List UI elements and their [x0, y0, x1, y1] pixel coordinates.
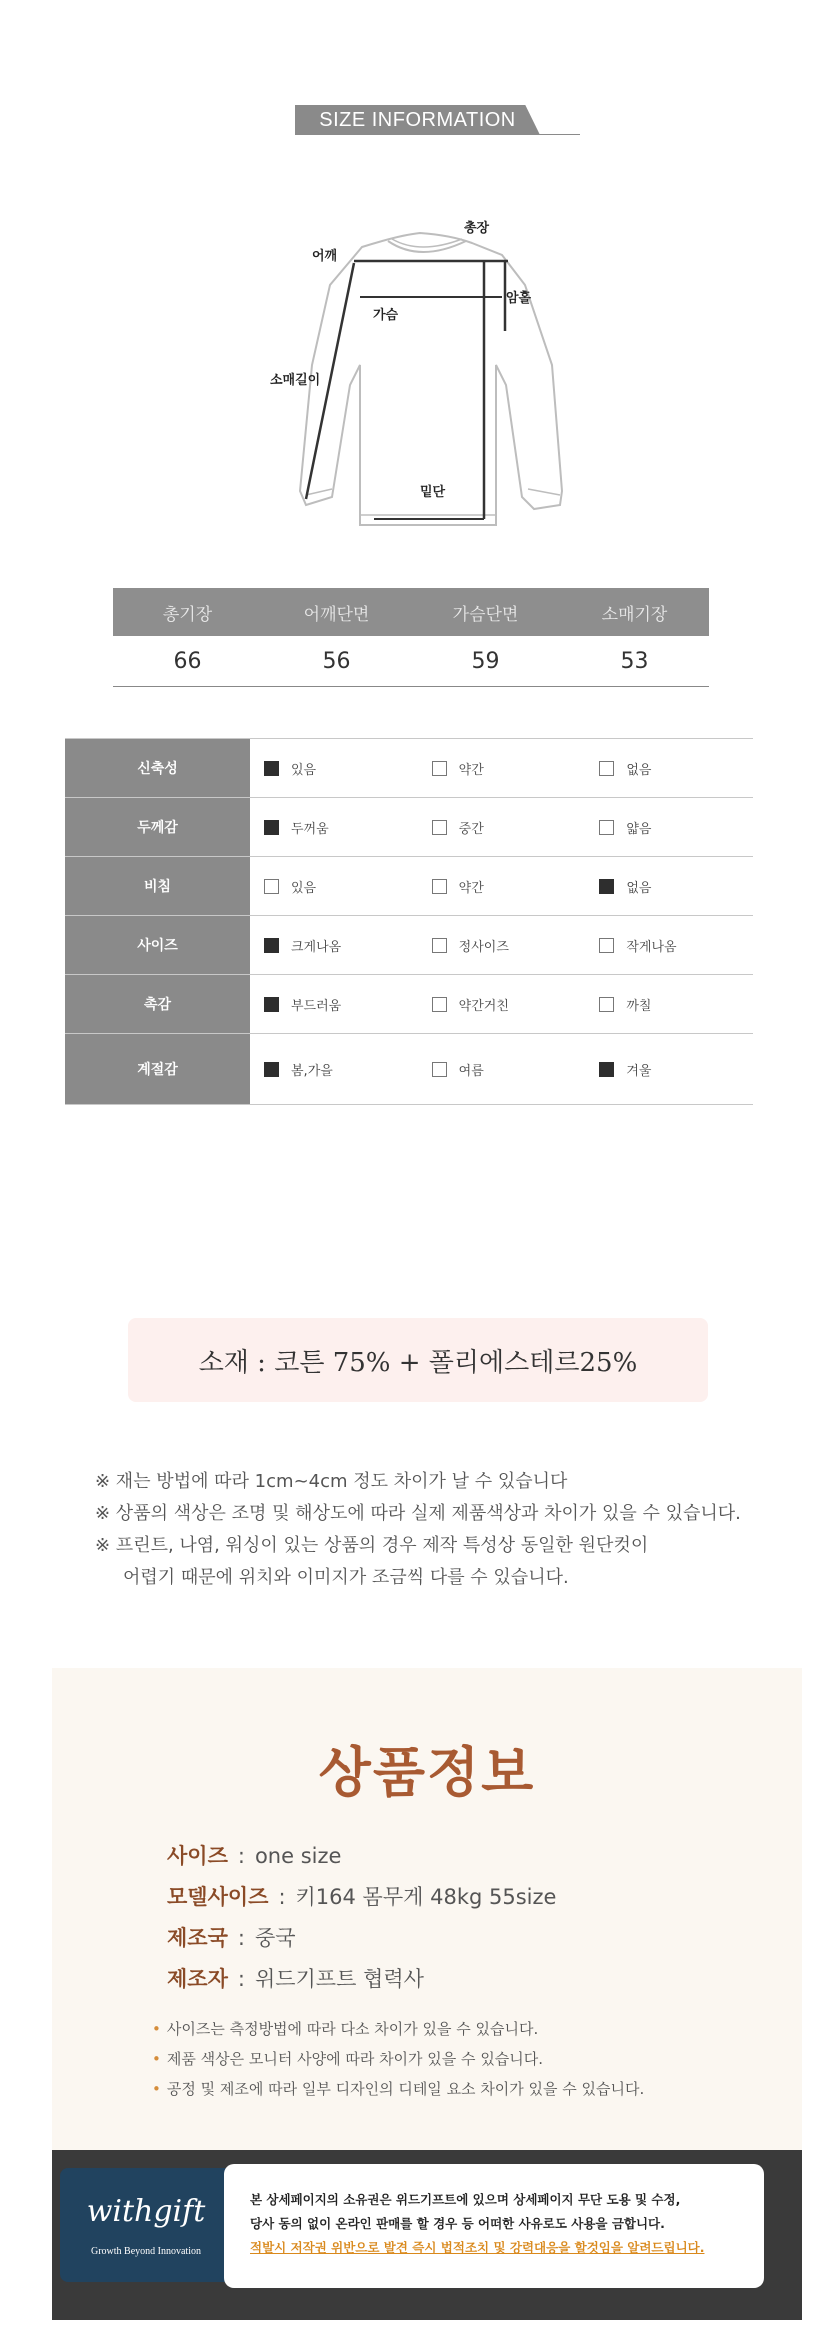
size-header-cell: 어깨단면	[262, 588, 411, 636]
feature-option	[418, 1034, 586, 1104]
info-value: 키164 몸무게 48kg 55size	[295, 1885, 557, 1909]
separator: :	[237, 1967, 245, 1991]
copyright-footer	[52, 2150, 802, 2320]
diagram-label-armhole: 암홀	[506, 291, 532, 306]
note-line: ※ 상품의 색상은 조명 및 해상도에 따라 실제 제품색상과 차이가 있을 수 있습니다.	[95, 1503, 741, 1524]
separator: :	[237, 1926, 245, 1950]
material-box	[128, 1318, 708, 1402]
feature-option	[418, 798, 586, 856]
feature-option	[250, 1034, 418, 1104]
option-label: 없음	[626, 762, 652, 778]
note-line: ※ 프린트, 나염, 워싱이 있는 상품의 경우 제작 특성상 동일한 원단컷이	[95, 1535, 649, 1556]
option-label: 두꺼움	[291, 821, 329, 837]
feature-option	[585, 916, 753, 974]
option-label: 정사이즈	[458, 939, 509, 955]
product-info-row	[167, 1877, 556, 1918]
bullet-icon: •	[152, 2080, 161, 2098]
feature-option	[585, 1034, 753, 1104]
info-value: 위드기프트 협력사	[254, 1967, 424, 1991]
info-note-text: 제품 색상은 모니터 사양에 따라 차이가 있을 수 있습니다.	[166, 2050, 544, 2068]
feature-option	[418, 916, 586, 974]
feature-option	[250, 798, 418, 856]
product-info-notes	[152, 2014, 644, 2104]
feature-option	[585, 975, 753, 1033]
diagram-label-sleeve: 소매길이	[270, 373, 321, 388]
checkbox-icon	[264, 938, 279, 953]
feature-option	[418, 857, 586, 915]
copyright-line: 본 상세페이지의 소유권은 위드기프트에 있으며 상세페이지 무단 도용 및 수정,	[250, 2192, 681, 2207]
option-label: 중간	[458, 821, 484, 837]
size-header-cell: 소매기장	[560, 588, 709, 636]
feature-option	[585, 739, 753, 797]
size-table-row	[113, 636, 709, 687]
option-label: 약간거친	[458, 998, 509, 1014]
bullet-icon: •	[152, 2050, 161, 2068]
logo-tagline: Growth Beyond Innovation	[91, 2246, 201, 2257]
feature-label: 사이즈	[65, 916, 250, 974]
option-label: 약간	[458, 762, 484, 778]
info-note-text: 공정 및 제조에 따라 일부 디자인의 디테일 요소 차이가 있을 수 있습니다.	[166, 2080, 645, 2098]
feature-row-stretch	[65, 738, 753, 798]
product-info-rows	[167, 1836, 556, 2000]
diagram-label-total-length: 총장	[464, 221, 490, 236]
feature-row-size	[65, 916, 753, 975]
size-table	[113, 588, 709, 687]
checkbox-icon	[432, 938, 447, 953]
feature-row-texture	[65, 975, 753, 1034]
product-info-row	[167, 1836, 556, 1877]
size-value-cell: 53	[560, 636, 709, 687]
checkbox-icon	[264, 879, 279, 894]
checkbox-icon	[599, 1062, 614, 1077]
product-info-title: 상품정보	[318, 1741, 536, 1804]
separator: :	[278, 1885, 286, 1909]
feature-option	[250, 739, 418, 797]
checkbox-icon	[599, 938, 614, 953]
info-value: 중국	[254, 1926, 296, 1950]
diagram-label-shoulder: 어깨	[312, 249, 338, 264]
info-key: 사이즈	[167, 1844, 228, 1868]
size-value-cell: 66	[113, 636, 262, 687]
option-label: 봄,가을	[291, 1063, 333, 1079]
feature-option	[250, 857, 418, 915]
feature-label: 신축성	[65, 739, 250, 797]
option-label: 있음	[291, 880, 317, 896]
diagram-label-hem: 밑단	[420, 485, 446, 500]
note-line: 어렵기 때문에 위치와 이미지가 조금씩 다를 수 있습니다.	[123, 1567, 569, 1588]
option-label: 없음	[626, 880, 652, 896]
checkbox-icon	[432, 761, 447, 776]
garment-diagram	[270, 205, 570, 535]
checkbox-icon	[432, 820, 447, 835]
copyright-text	[250, 2188, 704, 2260]
option-label: 있음	[291, 762, 317, 778]
info-note	[152, 2014, 644, 2044]
option-label: 겨울	[626, 1063, 652, 1079]
option-label: 얇음	[626, 821, 652, 837]
bullet-icon: •	[152, 2020, 161, 2038]
feature-option	[585, 857, 753, 915]
info-note	[152, 2044, 644, 2074]
feature-option	[418, 739, 586, 797]
notes-block	[95, 1466, 795, 1594]
option-label: 부드러움	[291, 998, 342, 1014]
separator: :	[237, 1844, 245, 1868]
feature-grid	[65, 738, 753, 1105]
withgift-logo	[60, 2168, 232, 2282]
feature-label: 두께감	[65, 798, 250, 856]
option-label: 크게나옴	[291, 939, 342, 955]
feature-row-thickness	[65, 798, 753, 857]
info-key: 모델사이즈	[167, 1885, 269, 1909]
checkbox-icon	[599, 820, 614, 835]
copyright-notice	[224, 2164, 764, 2288]
copyright-warning: 적발시 저작권 위반으로 발견 즉시 법적조치 및 강력대응을 할것임을 알려드립니다.	[250, 2240, 705, 2255]
info-key: 제조국	[167, 1926, 228, 1950]
size-header-cell: 총기장	[113, 588, 262, 636]
size-header-cell: 가슴단면	[411, 588, 560, 636]
info-note-text: 사이즈는 측정방법에 따라 다소 차이가 있을 수 있습니다.	[166, 2020, 539, 2038]
info-note	[152, 2074, 644, 2104]
diagram-label-chest: 가슴	[373, 308, 399, 323]
option-label: 약간	[458, 880, 484, 896]
feature-option	[250, 916, 418, 974]
checkbox-icon	[599, 879, 614, 894]
checkbox-icon	[264, 761, 279, 776]
option-label: 작게나옴	[626, 939, 677, 955]
feature-row-sheerness	[65, 857, 753, 916]
feature-row-season	[65, 1034, 753, 1105]
copyright-line: 당사 동의 없이 온라인 판매를 할 경우 등 어떠한 사유로도 사용을 금합니다.	[250, 2216, 665, 2231]
info-value: one size	[254, 1844, 342, 1868]
checkbox-icon	[432, 997, 447, 1012]
option-label: 여름	[458, 1063, 484, 1079]
checkbox-icon	[599, 997, 614, 1012]
size-table-header	[113, 588, 709, 636]
product-info-row	[167, 1918, 556, 1959]
size-value-cell: 56	[262, 636, 411, 687]
feature-label: 촉감	[65, 975, 250, 1033]
note-line: ※ 재는 방법에 따라 1cm~4cm 정도 차이가 날 수 있습니다	[95, 1471, 568, 1492]
feature-option	[250, 975, 418, 1033]
product-info-panel	[52, 1668, 802, 2150]
product-info-row	[167, 1959, 556, 2000]
checkbox-icon	[264, 820, 279, 835]
feature-option	[585, 798, 753, 856]
size-value-cell: 59	[411, 636, 560, 687]
checkbox-icon	[264, 1062, 279, 1077]
checkbox-icon	[432, 1062, 447, 1077]
feature-option	[418, 975, 586, 1033]
info-key: 제조자	[167, 1967, 228, 1991]
checkbox-icon	[264, 997, 279, 1012]
logo-wordmark: withgift	[86, 2194, 206, 2229]
material-text: 소재 : 코튼 75% + 폴리에스테르25%	[198, 1347, 638, 1378]
option-label: 까칠	[626, 998, 652, 1014]
feature-label: 계절감	[65, 1034, 250, 1104]
size-info-title: SIZE INFORMATION	[319, 109, 516, 131]
checkbox-icon	[432, 879, 447, 894]
checkbox-icon	[599, 761, 614, 776]
feature-label: 비침	[65, 857, 250, 915]
